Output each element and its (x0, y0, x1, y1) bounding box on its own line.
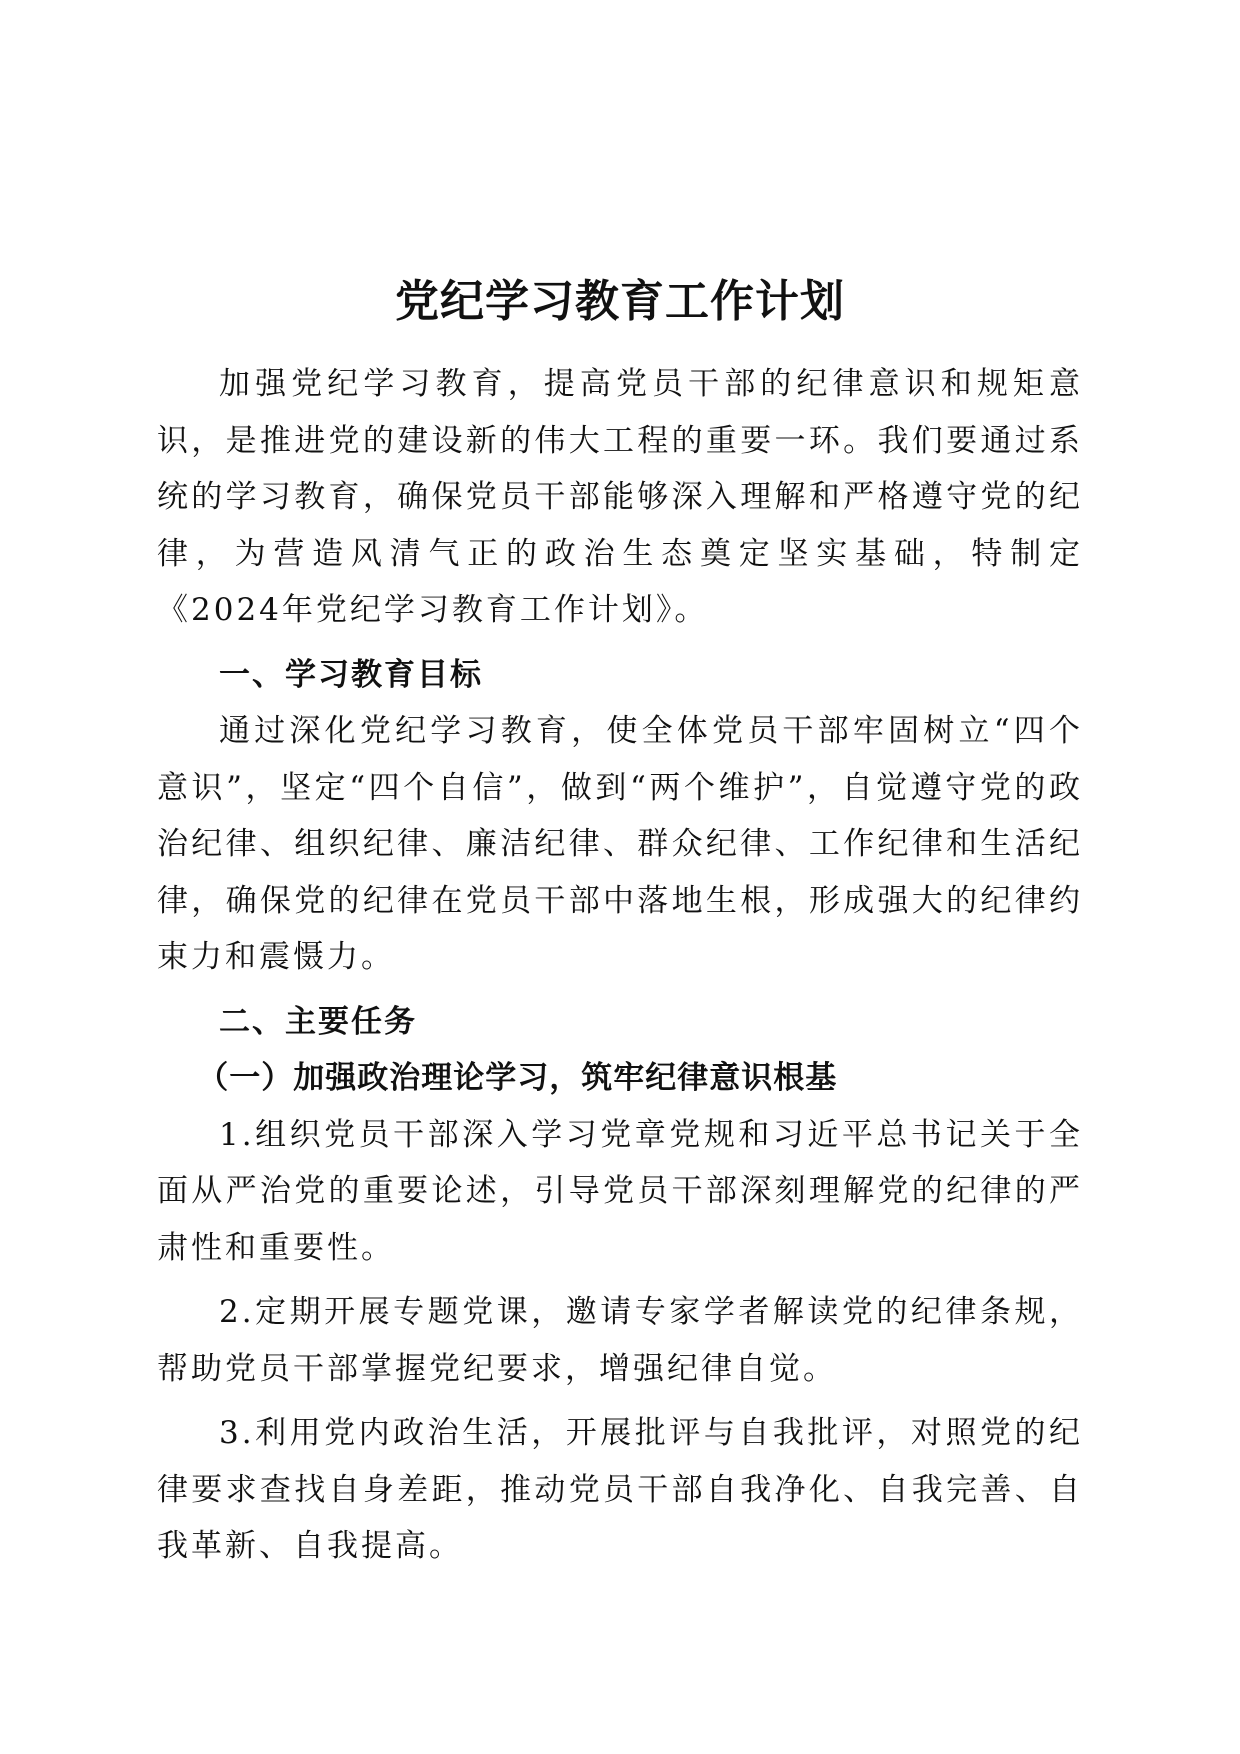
section-heading-tasks: 二、主要任务 (219, 1003, 417, 1040)
subsection-heading-theory: （一）加强政治理论学习，筑牢纪律意识根基 (197, 1060, 838, 1096)
document-title: 党纪学习教育工作计划 (395, 276, 845, 327)
intro-paragraph: 加强党纪学习教育，提高党员干部的纪律意识和规矩意识，是推进党的建设新的伟大工程的重要一环。我们要通过系统的学习教育，确保党员干部能够深入理解和严格遵守党的纪律，为营造风清气正的政治生态奠定坚实基础，特制定《2024年党纪学习教育工作计划》。 (157, 366, 1083, 628)
document-body (157, 356, 1083, 1575)
task-item-1: 1.组织党员干部深入学习党章党规和习近平总书记关于全面从严治党的重要论述，引导党员干部深刻理解党的纪律的严肃性和重要性。 (157, 1116, 1083, 1266)
task-item-2: 2.定期开展专题党课，邀请专家学者解读党的纪律条规，帮助党员干部掌握党纪要求，增强纪律自觉。 (157, 1294, 1083, 1387)
goals-paragraph: 通过深化党纪学习教育，使全体党员干部牢固树立“四个意识”，坚定“四个自信”，做到“两个维护”，自觉遵守党的政治纪律、组织纪律、廉洁纪律、群众纪律、工作纪律和生活纪律，确保党的纪律在党员干部中落地生根，形成强大的纪律约束力和震慑力。 (157, 713, 1083, 975)
task-item-3: 3.利用党内政治生活，开展批评与自我批评，对照党的纪律要求查找自身差距，推动党员干部自我净化、自我完善、自我革新、自我提高。 (157, 1415, 1083, 1564)
section-heading-goals: 一、学习教育目标 (219, 656, 483, 693)
